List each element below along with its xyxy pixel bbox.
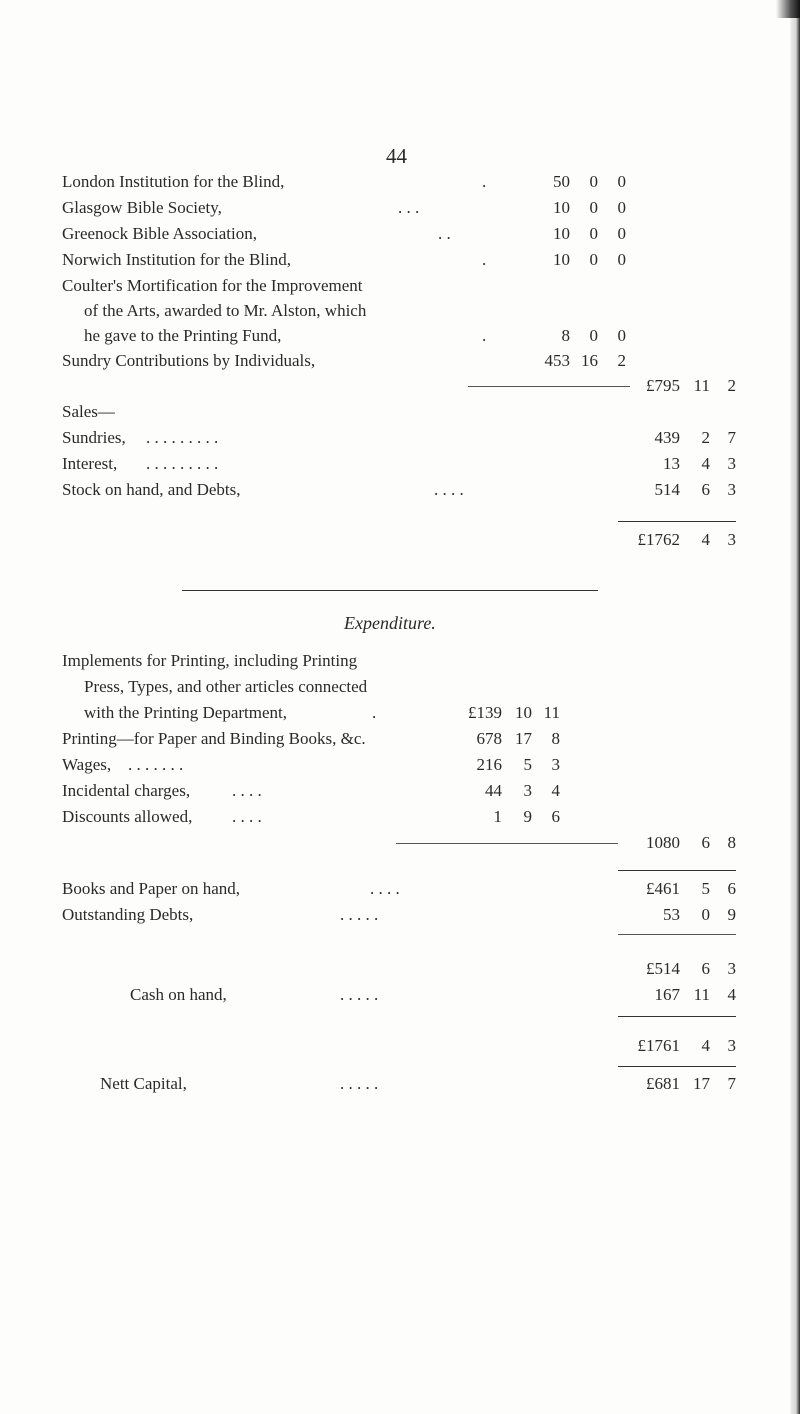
income-row-shillings: 0 [589, 198, 598, 217]
income-row-label: he gave to the Printing Fund, [84, 326, 282, 345]
nett-capital-dots: . . . . . [340, 1074, 379, 1093]
sales-row-shillings: 4 [701, 454, 710, 473]
income-row-dots: . [482, 326, 487, 345]
income-row-shillings: 0 [589, 326, 598, 345]
implements-line: Press, Types, and other articles connected [84, 677, 368, 696]
expense-pence: 6 [551, 807, 560, 826]
asset-pence: 6 [727, 879, 736, 898]
page-edge [790, 0, 800, 1414]
assets-total-pounds: £1761 [637, 1036, 680, 1055]
expense-subtotal-pounds: 1080 [646, 833, 680, 852]
sales-row-dots: . . . . [434, 480, 464, 499]
page-number: 44 [386, 144, 407, 168]
total-rule [618, 1066, 736, 1067]
sales-row-pounds: 514 [654, 480, 680, 499]
income-row-shillings: 16 [581, 351, 598, 370]
nett-capital-shillings: 17 [693, 1074, 710, 1093]
cash-shillings: 11 [693, 985, 710, 1004]
asset-row-label: Books and Paper on hand, [62, 879, 241, 898]
expense-pounds: 44 [485, 781, 502, 800]
expense-shillings: 5 [523, 755, 532, 774]
cash-label: Cash on hand, [130, 985, 227, 1004]
asset-subtotal-shillings: 6 [701, 959, 710, 978]
sales-row-pence: 3 [727, 480, 736, 499]
expense-shillings: 10 [515, 703, 532, 722]
sales-heading: Sales— [62, 402, 115, 421]
nett-capital-pence: 7 [727, 1074, 736, 1093]
income-row-pounds: 10 [553, 198, 570, 217]
expense-pence: 4 [551, 781, 560, 800]
expense-shillings: 9 [523, 807, 532, 826]
income-row-label: Norwich Institution for the Blind, [62, 250, 292, 269]
expense-pounds: 1 [493, 807, 502, 826]
income-row-label: Coulter's Mortification for the Improvement [62, 276, 363, 295]
sales-row-dots: . . . . . . . . . [146, 428, 219, 447]
expense-subtotal-pence: 8 [727, 833, 736, 852]
sales-row-label: Stock on hand, and Debts, [62, 480, 241, 499]
asset-pounds: £461 [646, 879, 680, 898]
sales-row-dots: . . . . . . . . . [146, 454, 219, 473]
subtotal-rule [468, 386, 630, 387]
sales-row-shillings: 6 [701, 480, 710, 499]
sales-row-pounds: 439 [654, 428, 680, 447]
asset-subtotal-pence: 3 [727, 959, 736, 978]
income-row-dots: . [482, 172, 487, 191]
income-row-pence: 0 [617, 198, 626, 217]
cash-dots: . . . . . [340, 985, 379, 1004]
income-row-pounds: 453 [544, 351, 570, 370]
expense-row-label: Wages, [62, 755, 112, 774]
expense-shillings: 17 [515, 729, 532, 748]
total-rule [618, 870, 736, 871]
asset-row-dots: . . . . [370, 879, 400, 898]
cash-pence: 4 [727, 985, 736, 1004]
income-row-pounds: 8 [561, 326, 570, 345]
asset-shillings: 5 [701, 879, 710, 898]
expense-row-label: Incidental charges, [62, 781, 191, 800]
expense-row-dots: . . . . [232, 807, 262, 826]
sales-row-label: Sundries, [62, 428, 126, 447]
income-row-shillings: 0 [589, 250, 598, 269]
expense-pounds: 216 [476, 755, 502, 774]
income-subtotal-shillings: 11 [693, 376, 710, 395]
assets-total-shillings: 4 [701, 1036, 710, 1055]
income-total-pounds: £1762 [637, 530, 680, 549]
expense-row-dots: . . . . [232, 781, 262, 800]
income-row-label: London Institution for the Blind, [62, 172, 285, 191]
income-subtotal-pounds: £795 [646, 376, 680, 395]
asset-row-label: Outstanding Debts, [62, 905, 194, 924]
income-row-pence: 0 [617, 172, 626, 191]
cash-pounds: 167 [654, 985, 680, 1004]
income-row-pence: 0 [617, 326, 626, 345]
implements-line: Implements for Printing, including Printing [62, 651, 358, 670]
expense-shillings: 3 [523, 781, 532, 800]
income-row-shillings: 0 [589, 224, 598, 243]
expense-pence: 3 [551, 755, 560, 774]
asset-subtotal-pounds: £514 [646, 959, 680, 978]
income-row-pounds: 10 [553, 224, 570, 243]
assets-total-pence: 3 [727, 1036, 736, 1055]
sales-row-label: Interest, [62, 454, 118, 473]
subtotal-rule [396, 843, 618, 844]
income-row-dots: . . [438, 224, 451, 243]
income-row-label: of the Arts, awarded to Mr. Alston, which [84, 301, 367, 320]
nett-capital-pounds: £681 [646, 1074, 680, 1093]
sales-row-pence: 7 [727, 428, 736, 447]
income-row-pounds: 10 [553, 250, 570, 269]
income-row-pence: 0 [617, 250, 626, 269]
sales-row-shillings: 2 [701, 428, 710, 447]
nett-capital-label: Nett Capital, [100, 1074, 187, 1093]
section-divider [182, 590, 598, 591]
sales-row-pence: 3 [727, 454, 736, 473]
expense-subtotal-shillings: 6 [701, 833, 710, 852]
expense-pounds: £139 [468, 703, 502, 722]
expense-pence: 8 [551, 729, 560, 748]
income-total-shillings: 4 [701, 530, 710, 549]
income-row-pounds: 50 [553, 172, 570, 191]
expense-pence: 11 [543, 703, 560, 722]
income-row-pence: 0 [617, 224, 626, 243]
implements-line: with the Printing Department, [84, 703, 288, 722]
implements-dot: . [372, 703, 377, 722]
income-row-pence: 2 [617, 351, 626, 370]
income-row-shillings: 0 [589, 172, 598, 191]
total-rule [618, 521, 736, 522]
asset-pounds: 53 [663, 905, 680, 924]
expense-row-label: Printing—for Paper and Binding Books, &c. [62, 729, 366, 748]
expenditure-heading: Expenditure. [344, 613, 436, 633]
income-total-pence: 3 [727, 530, 736, 549]
corner-shadow [776, 0, 800, 18]
income-row-label: Sundry Contributions by Individuals, [62, 351, 316, 370]
asset-row-dots: . . . . . [340, 905, 379, 924]
income-row-label: Greenock Bible Association, [62, 224, 257, 243]
income-row-label: Glasgow Bible Society, [62, 198, 222, 217]
income-subtotal-pence: 2 [727, 376, 736, 395]
income-row-dots: . . . [398, 198, 420, 217]
income-row-dots: . [482, 250, 487, 269]
expense-pounds: 678 [476, 729, 502, 748]
asset-shillings: 0 [701, 905, 710, 924]
expense-row-dots: . . . . . . . [128, 755, 184, 774]
subtotal-rule [618, 934, 736, 935]
sales-row-pounds: 13 [663, 454, 680, 473]
asset-pence: 9 [727, 905, 736, 924]
total-rule [618, 1016, 736, 1017]
expense-row-label: Discounts allowed, [62, 807, 193, 826]
